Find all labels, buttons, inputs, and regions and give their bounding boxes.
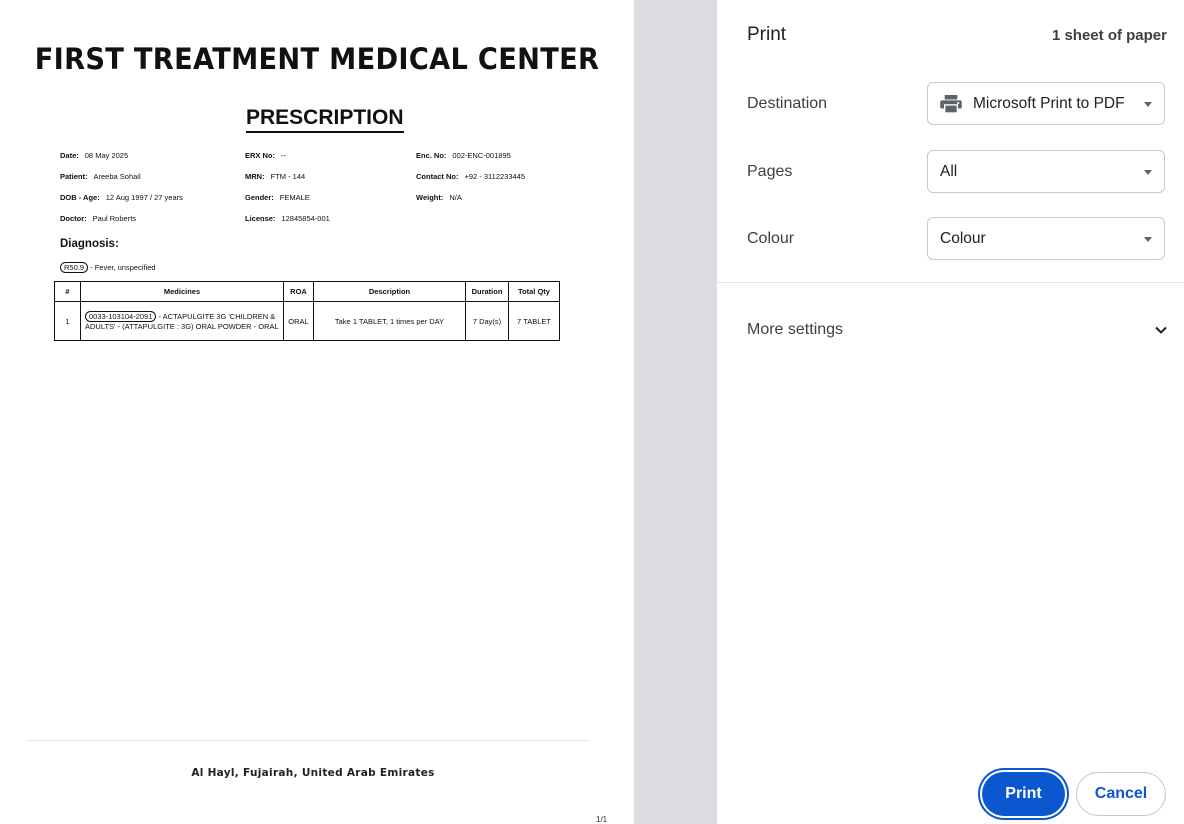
- erx-label: ERX No:: [245, 151, 275, 160]
- gender-value: FEMALE: [279, 193, 310, 202]
- diagnosis-code-badge: R50.9: [60, 262, 88, 273]
- diagnosis-line: [60, 262, 156, 273]
- license-value: 12845854-001: [281, 214, 330, 223]
- footer-divider: [26, 740, 588, 741]
- medicines-table: [54, 281, 560, 341]
- pages-label: Pages: [747, 163, 793, 180]
- column-header-description: Description: [314, 282, 466, 302]
- prescription-title: PRESCRIPTION: [246, 106, 404, 133]
- colour-label: Colour: [747, 230, 795, 247]
- patient-field: [60, 172, 141, 181]
- doctor-field: [60, 214, 136, 223]
- dropdown-caret-icon: [1144, 237, 1152, 242]
- preview-gutter: [634, 0, 717, 824]
- print-settings-panel: [717, 0, 1184, 824]
- table-row: [55, 302, 560, 341]
- contact-value: +92 - 3112233445: [464, 172, 526, 181]
- date-label: Date:: [60, 151, 79, 160]
- printer-icon: [940, 95, 962, 113]
- date-value: 08 May 2025: [84, 151, 129, 160]
- qty-cell: 7 TABLET: [509, 302, 560, 341]
- settings-divider: [717, 282, 1184, 283]
- date-field: [60, 151, 128, 160]
- gender-field: [245, 193, 310, 202]
- destination-label: Destination: [747, 95, 828, 112]
- medicine-cell: [81, 302, 284, 341]
- pages-select[interactable]: [927, 150, 1165, 193]
- colour-value: Colour: [940, 229, 986, 247]
- column-header-number: #: [55, 282, 81, 302]
- dropdown-caret-icon: [1144, 170, 1152, 175]
- mrn-label: MRN:: [245, 172, 265, 181]
- doctor-label: Doctor:: [60, 214, 87, 223]
- enc-label: Enc. No:: [416, 151, 447, 160]
- pages-value: All: [940, 162, 958, 180]
- erx-value: --: [281, 151, 286, 160]
- column-header-duration: Duration: [466, 282, 509, 302]
- page-number: 1/1: [596, 815, 608, 824]
- duration-cell: 7 Day(s): [466, 302, 509, 341]
- enc-field: [416, 151, 511, 160]
- colour-select[interactable]: [927, 217, 1165, 260]
- chevron-down-icon: [1153, 322, 1169, 338]
- more-settings-toggle[interactable]: [747, 314, 1169, 346]
- doctor-value: Paul Roberts: [92, 214, 137, 223]
- license-label: License:: [245, 214, 276, 223]
- mrn-value: FTM - 144: [270, 172, 306, 181]
- weight-label: Weight:: [416, 193, 444, 202]
- row-number: 1: [55, 302, 81, 341]
- weight-field: [416, 193, 462, 202]
- table-header-row: [55, 282, 560, 302]
- more-settings-label: More settings: [747, 321, 844, 338]
- weight-value: N/A: [449, 193, 462, 202]
- diagnosis-heading: Diagnosis:: [60, 238, 119, 250]
- print-button[interactable]: Print: [982, 772, 1065, 816]
- patient-value: Areeba Sohail: [93, 172, 141, 181]
- license-field: [245, 214, 330, 223]
- footer-address: Al Hayl, Fujairah, United Arab Emirates: [191, 767, 435, 779]
- destination-value: Microsoft Print to PDF: [973, 94, 1125, 112]
- gender-label: Gender:: [245, 193, 274, 202]
- mrn-field: [245, 172, 305, 181]
- column-header-medicines: Medicines: [81, 282, 284, 302]
- description-cell: Take 1 TABLET, 1 times per DAY: [314, 302, 466, 341]
- column-header-roa: ROA: [284, 282, 314, 302]
- erx-field: [245, 151, 286, 160]
- dob-label: DOB - Age:: [60, 193, 100, 202]
- patient-label: Patient:: [60, 172, 88, 181]
- center-name: FIRST TREATMENT MEDICAL CENTER: [34, 42, 600, 76]
- contact-field: [416, 172, 525, 181]
- medicine-name: - ACTAPULGITE 3G 'CHILDREN & ADULTS' - (ATTAPULGITE : 3G) ORAL POWDER - ORAL: [85, 312, 279, 331]
- enc-value: 002-ENC-001895: [452, 151, 511, 160]
- dob-field: [60, 193, 183, 202]
- contact-label: Contact No:: [416, 172, 459, 181]
- diagnosis-text: - Fever, unspecified: [90, 263, 156, 272]
- panel-title: Print: [747, 24, 787, 45]
- sheet-count: 1 sheet of paper: [1051, 27, 1167, 44]
- dropdown-caret-icon: [1144, 102, 1152, 107]
- roa-cell: ORAL: [284, 302, 314, 341]
- column-header-total-qty: Total Qty: [509, 282, 560, 302]
- medicine-code-badge: 0033-103104-2091: [85, 311, 156, 322]
- cancel-button[interactable]: Cancel: [1076, 772, 1166, 816]
- dob-value: 12 Aug 1997 / 27 years: [105, 193, 183, 202]
- destination-select[interactable]: [927, 82, 1165, 125]
